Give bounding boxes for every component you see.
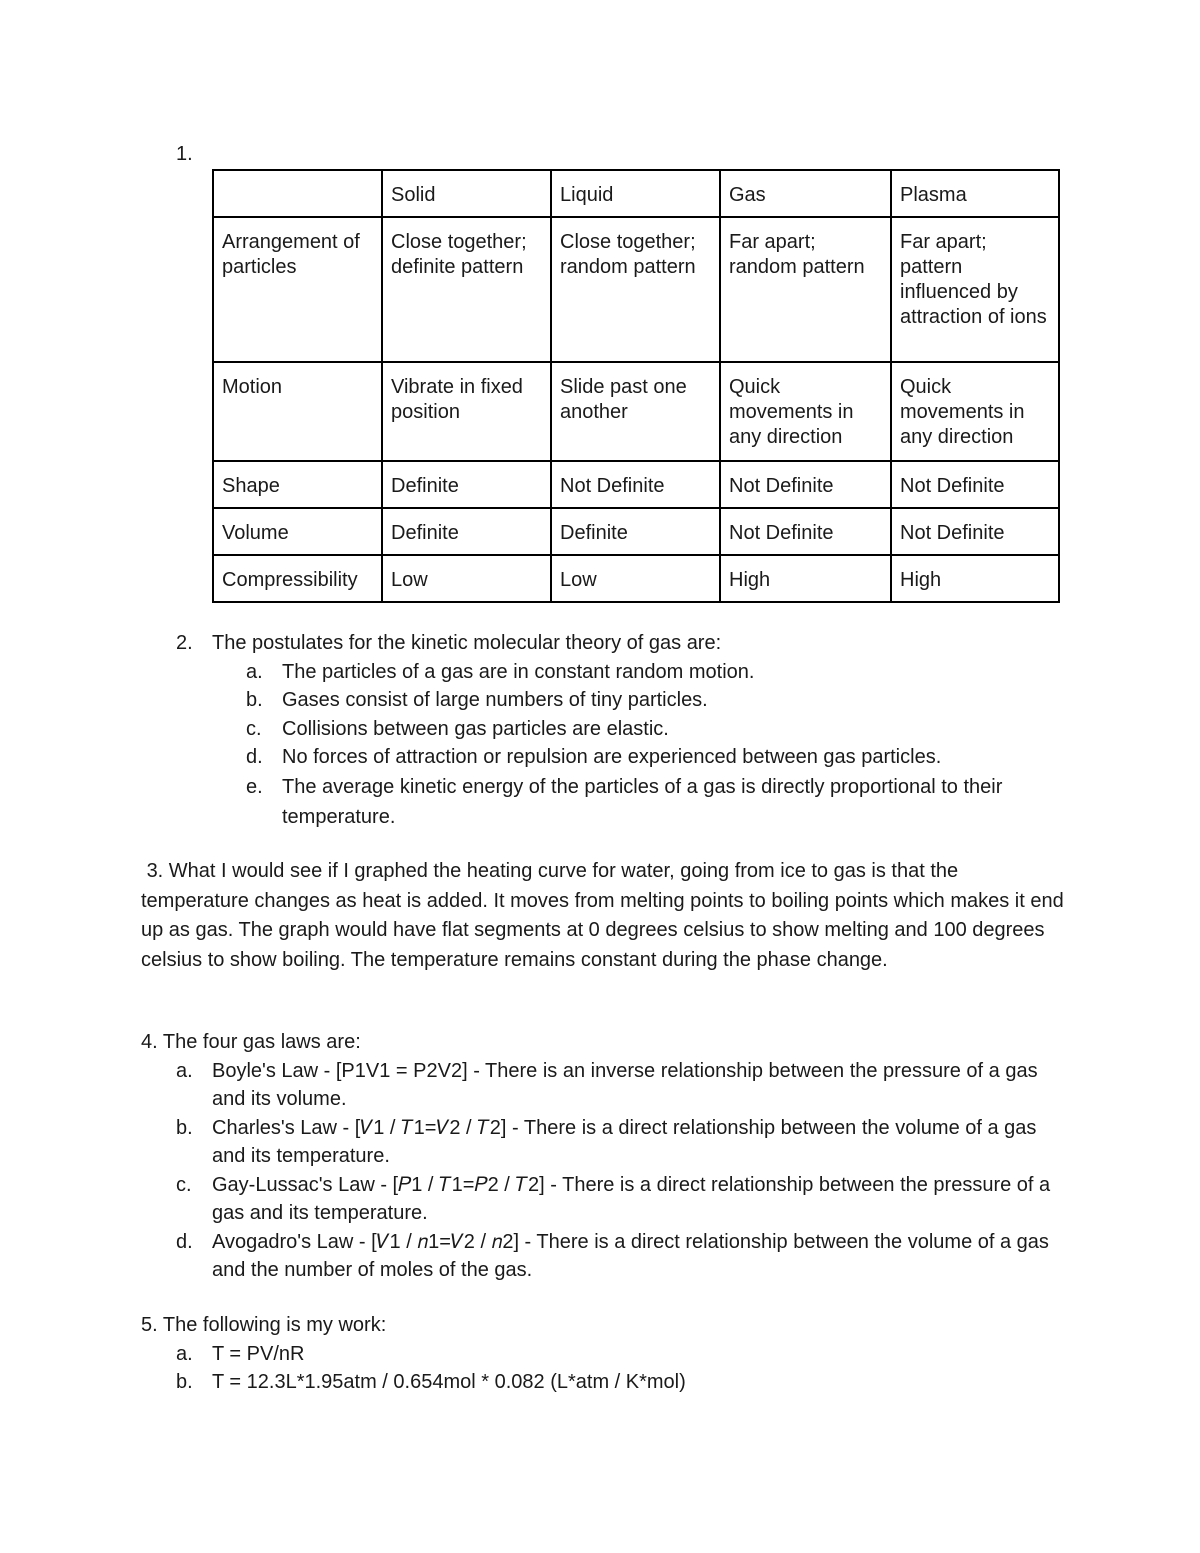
table-cell: Far apart; random pattern <box>720 217 891 362</box>
table-row-label: Motion <box>213 362 382 461</box>
question-1-number: 1. <box>176 143 193 165</box>
table-cell: Not Definite <box>720 461 891 508</box>
list-item-text: The particles of a gas are in constant random motion. <box>282 660 755 683</box>
gas-law-description: - There is an inverse relationship between the pressure of a gas and its volume. <box>212 1059 1038 1110</box>
table-cell: Quick movements in any direction <box>891 362 1059 461</box>
table-cell: Not Definite <box>891 461 1059 508</box>
question-5 <box>141 1311 1071 1397</box>
table-cell: Not Definite <box>551 461 720 508</box>
table-header-cell <box>213 170 382 217</box>
gas-law-name: Avogadro's Law - <box>212 1230 372 1253</box>
question-3-paragraph <box>141 857 1071 975</box>
table-cell: Not Definite <box>720 508 891 555</box>
list-item <box>246 715 1072 744</box>
question-2-intro-text: The postulates for the kinetic molecular theory of gas are: <box>212 632 722 654</box>
table-header-cell: Solid <box>382 170 551 217</box>
table-row-label: Arrangement of particles <box>213 217 382 362</box>
table-cell: Definite <box>382 508 551 555</box>
gas-law-description: - There is a direct relationship between the volume of a gas and its temperature. <box>212 1116 1037 1167</box>
work-step <box>176 1340 1062 1369</box>
gas-law-formula: [𝑉1 / 𝑛1=𝑉2 / 𝑛2] <box>371 1230 519 1253</box>
list-item <box>246 686 1072 715</box>
list-item-label: b. <box>246 689 263 711</box>
table-cell: Quick movements in any direction <box>720 362 891 461</box>
list-item <box>246 743 1072 772</box>
work-list <box>141 1340 1062 1397</box>
list-item <box>246 658 1072 687</box>
list-item-label: d. <box>176 1230 193 1253</box>
list-item-label: a. <box>176 1342 193 1365</box>
table-header-cell: Liquid <box>551 170 720 217</box>
question-4 <box>141 1028 1071 1285</box>
gas-law-item-gay-lussac <box>176 1171 1062 1228</box>
gas-law-item-boyle <box>176 1057 1062 1114</box>
work-step <box>176 1368 1062 1397</box>
list-item-label: c. <box>246 717 262 740</box>
list-item-label: b. <box>176 1371 193 1393</box>
list-item-text: Collisions between gas particles are elastic. <box>282 717 669 740</box>
gas-law-formula: [P1V1 = P2V2] <box>335 1059 468 1082</box>
list-item-text: The average kinetic energy of the particles of a gas is directly proportional to their temperature. <box>282 775 1003 828</box>
table-cell: High <box>720 555 891 602</box>
list-item-label: e. <box>246 775 263 798</box>
gas-law-name: Boyle's Law - <box>212 1059 336 1082</box>
gas-law-description: - There is a direct relationship between the pressure of a gas and its temperature. <box>212 1173 1051 1224</box>
table-row-label: Volume <box>213 508 382 555</box>
table-cell: Not Definite <box>891 508 1059 555</box>
table-row <box>213 217 1059 362</box>
question-2-intro <box>176 629 1076 658</box>
question-5-intro: 5. The following is my work: <box>141 1314 387 1336</box>
postulate-list <box>176 658 1072 832</box>
table-row-label: Compressibility <box>213 555 382 602</box>
table-cell: High <box>891 555 1059 602</box>
table-row <box>213 362 1059 461</box>
list-item-text: Gases consist of large numbers of tiny particles. <box>282 689 708 711</box>
table-row <box>213 555 1059 602</box>
gas-law-list <box>141 1057 1062 1285</box>
gas-law-description: - There is a direct relationship between the volume of a gas and the number of moles of the gas. <box>212 1230 1049 1281</box>
list-item-label: a. <box>246 660 263 683</box>
list-item <box>246 772 1072 832</box>
question-2 <box>176 629 1076 832</box>
table-cell: Close together; random pattern <box>551 217 720 362</box>
list-item-label: a. <box>176 1059 193 1082</box>
table-cell: Definite <box>551 508 720 555</box>
question-2-number: 2. <box>176 632 193 654</box>
table-header-row <box>213 170 1059 217</box>
question-3-text: 3. What I would see if I graphed the heating curve for water, going from ice to gas is that the temperature changes as heat is added. It moves from melting points to boiling points which makes it end up as gas. The graph would have flat segments at 0 degrees celsius to show melting and 100 degrees celsius to show boiling. The temperature remains constant during the phase change. <box>141 860 1070 971</box>
gas-law-name: Charles's Law - <box>212 1116 355 1139</box>
work-step-text: T = 12.3L*1.95atm / 0.654mol * 0.082 (L*atm / K*mol) <box>212 1371 686 1393</box>
table-row <box>213 461 1059 508</box>
table-cell: Definite <box>382 461 551 508</box>
table-cell: Far apart; pattern influenced by attraction of ions <box>891 217 1059 362</box>
table-cell: Slide past one another <box>551 362 720 461</box>
table-cell: Low <box>551 555 720 602</box>
table-cell: Low <box>382 555 551 602</box>
table-header-cell: Gas <box>720 170 891 217</box>
question-4-intro: 4. The four gas laws are: <box>141 1031 361 1053</box>
gas-law-item-charles <box>176 1114 1062 1171</box>
states-of-matter-table <box>212 169 1060 603</box>
work-step-text: T = PV/nR <box>212 1342 305 1365</box>
gas-law-formula: [𝑃1 / 𝑇1=𝑃2 / 𝑇2] <box>392 1173 545 1196</box>
gas-law-item-avogadro <box>176 1228 1062 1285</box>
table-cell: Close together; definite pattern <box>382 217 551 362</box>
list-item-label: c. <box>176 1173 192 1196</box>
list-item-label: b. <box>176 1116 193 1139</box>
gas-law-formula: [𝑉1 / 𝑇1=𝑉2 / 𝑇2] <box>354 1116 507 1139</box>
gas-law-name: Gay-Lussac's Law - <box>212 1173 393 1196</box>
table-row-label: Shape <box>213 461 382 508</box>
list-item-text: No forces of attraction or repulsion are experienced between gas particles. <box>282 746 942 768</box>
table-header-cell: Plasma <box>891 170 1059 217</box>
list-item-label: d. <box>246 746 263 768</box>
table-row <box>213 508 1059 555</box>
table-cell: Vibrate in fixed position <box>382 362 551 461</box>
